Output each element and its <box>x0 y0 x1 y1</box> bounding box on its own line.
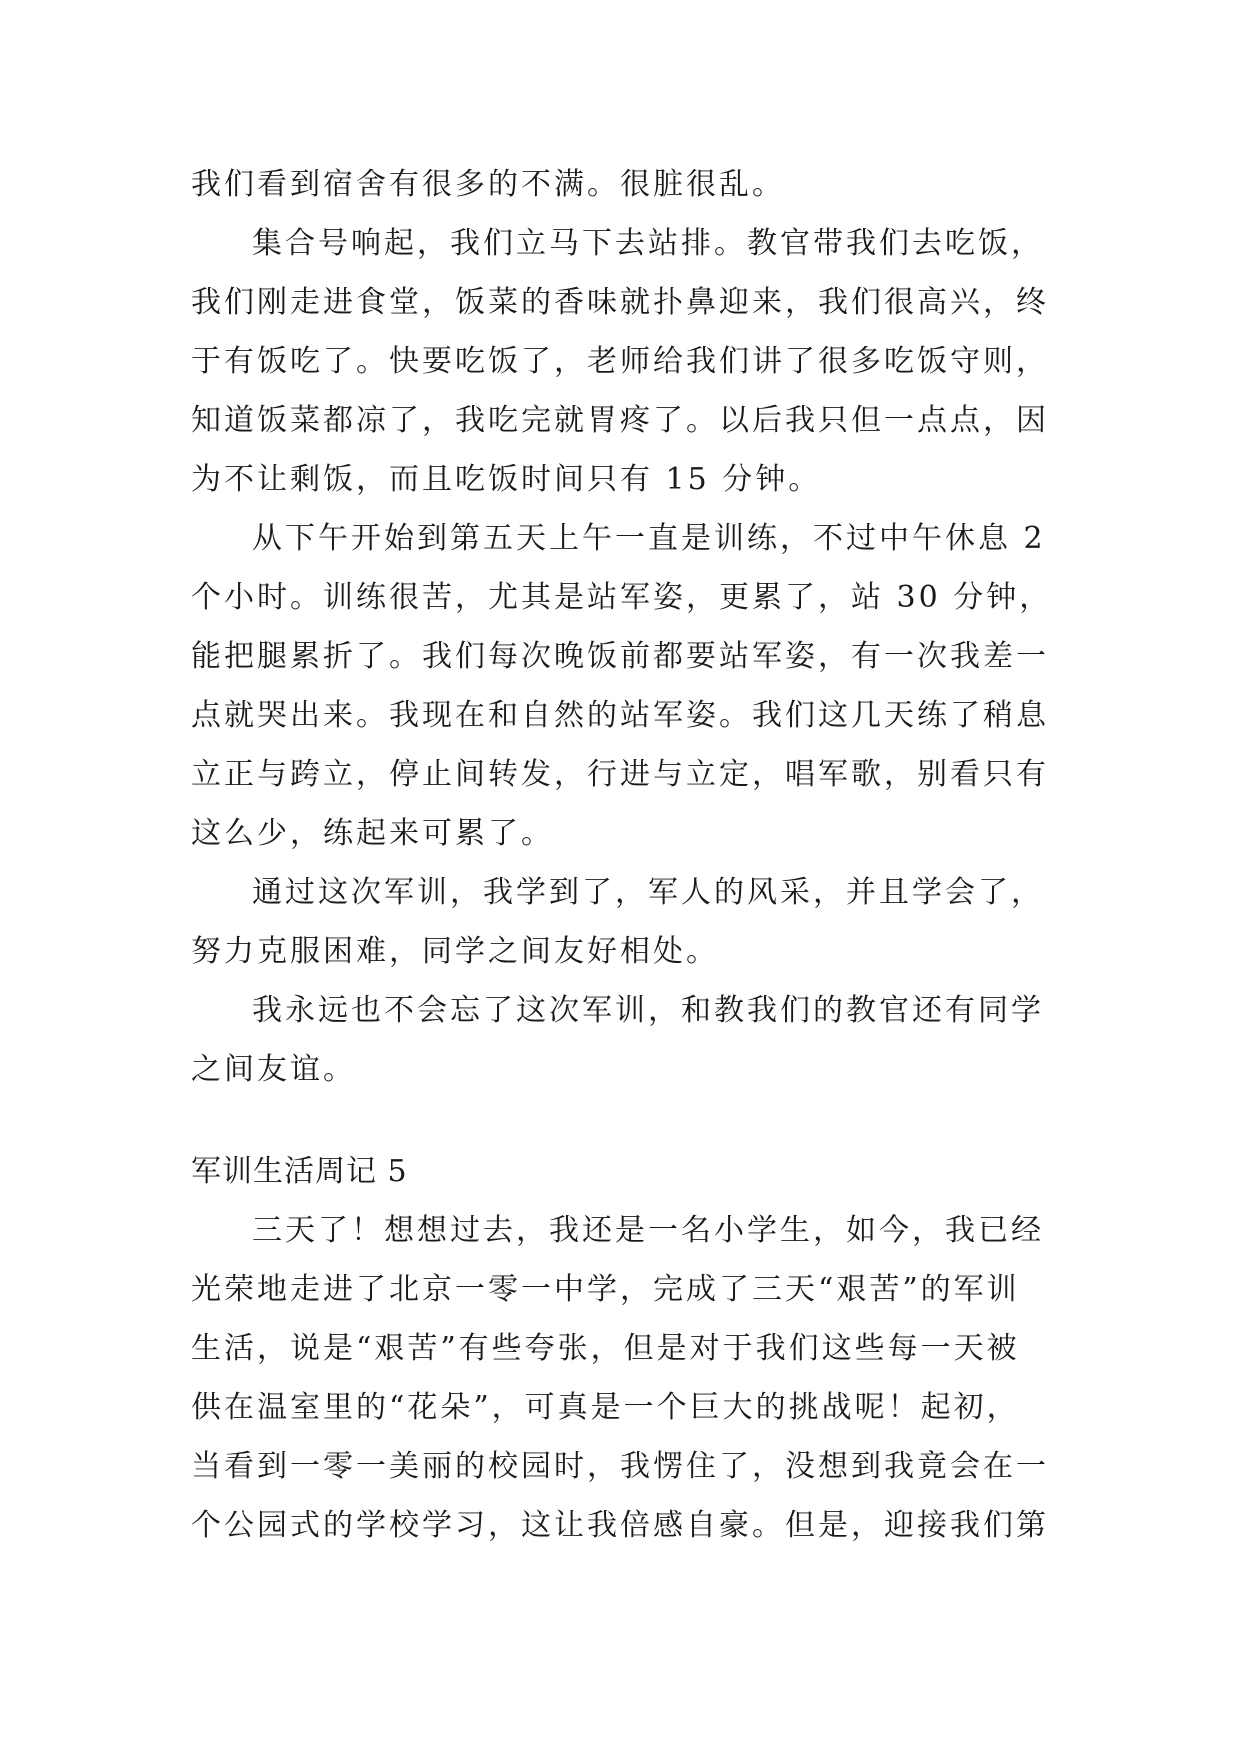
text-line: 当看到一零一美丽的校园时，我愣住了，没想到我竟会在一 <box>191 1449 1049 1484</box>
text-line: 点就哭出来。我现在和自然的站军姿。我们这几天练了稍息 <box>191 698 1049 733</box>
text-line: 供在温室里的“花朵”，可真是一个巨大的挑战呢！起初， <box>191 1390 1020 1425</box>
text-line: 之间友谊。 <box>191 1052 356 1087</box>
text-line: 这么少，练起来可累了。 <box>191 816 554 851</box>
paragraph-first-line: 从下午开始到第五天上午一直是训练，不过中午休息 2 <box>252 521 1046 556</box>
text-line: 能把腿累折了。我们每次晚饭前都要站军姿，有一次我差一 <box>191 639 1049 674</box>
paragraph-first-line: 集合号响起，我们立马下去站排。教官带我们去吃饭， <box>252 226 1044 261</box>
text-line: 为不让剩饭，而且吃饭时间只有 15 分钟。 <box>191 462 822 497</box>
paragraph-first-line: 我永远也不会忘了这次军训，和教我们的教官还有同学 <box>252 993 1044 1028</box>
text-line: 知道饭菜都凉了，我吃完就胃疼了。以后我只但一点点，因 <box>191 403 1049 438</box>
text-line: 生活，说是“艰苦”有些夸张，但是对于我们这些每一天被 <box>191 1331 1020 1366</box>
text-line: 努力克服困难，同学之间友好相处。 <box>191 934 719 969</box>
text-line: 我们刚走进食堂，饭菜的香味就扑鼻迎来，我们很高兴，终 <box>191 285 1049 320</box>
section-heading: 军训生活周记 5 <box>191 1154 408 1189</box>
paragraph-first-line: 三天了！想想过去，我还是一名小学生，如今，我已经 <box>252 1213 1044 1248</box>
text-line: 于有饭吃了。快要吃饭了，老师给我们讲了很多吃饭守则， <box>191 344 1049 379</box>
text-line: 光荣地走进了北京一零一中学，完成了三天“艰苦”的军训 <box>191 1272 1020 1307</box>
text-line: 个公园式的学校学习，这让我倍感自豪。但是，迎接我们第 <box>191 1508 1049 1543</box>
paragraph-first-line: 通过这次军训，我学到了，军人的风采，并且学会了， <box>252 875 1044 910</box>
text-line: 立正与跨立，停止间转发，行进与立定，唱军歌，别看只有 <box>191 757 1049 792</box>
text-line: 个小时。训练很苦，尤其是站军姿，更累了，站 30 分钟， <box>191 580 1053 615</box>
text-line: 我们看到宿舍有很多的不满。很脏很乱。 <box>191 167 785 202</box>
